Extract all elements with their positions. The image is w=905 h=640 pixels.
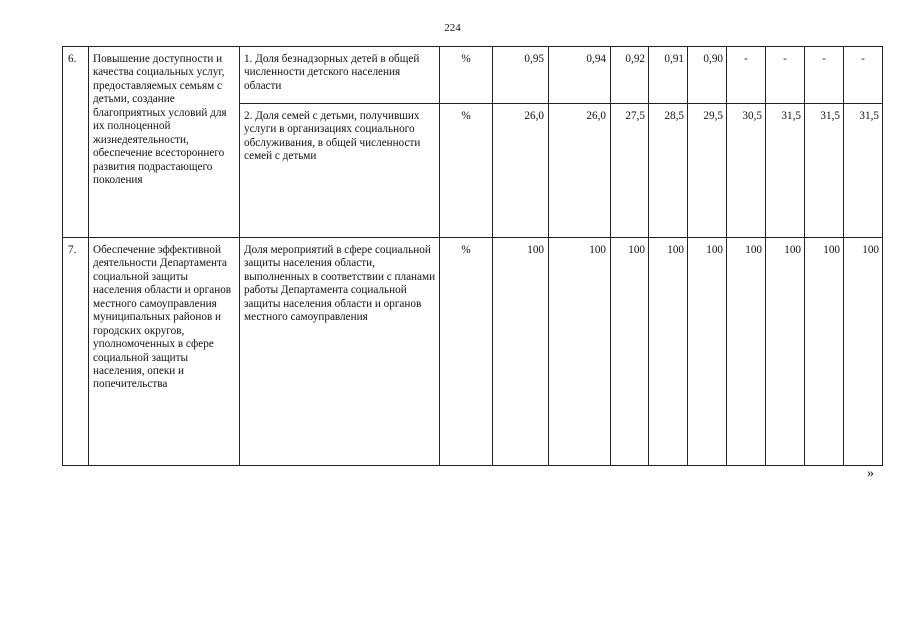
- unit-cell: %: [440, 238, 493, 466]
- value-cell: 100: [649, 238, 688, 466]
- value-cell: 31,5: [805, 104, 844, 238]
- value-cell: 31,5: [844, 104, 883, 238]
- value-cell: 26,0: [549, 104, 611, 238]
- value-cell: 0,94: [549, 47, 611, 104]
- unit-cell: %: [440, 47, 493, 104]
- indicator-cell: Доля мероприятий в сфере социальной защиты населения области, выполненных в соответствии с планами работы Департамента социальной защиты населения области и органов местного самоуправления: [240, 238, 440, 466]
- table-row: [63, 238, 883, 466]
- value-cell: 100: [493, 238, 549, 466]
- continuation-mark: »: [867, 466, 874, 481]
- indicators-table: [62, 46, 883, 466]
- unit-cell: %: [440, 104, 493, 238]
- value-cell: 29,5: [688, 104, 727, 238]
- value-cell: 100: [688, 238, 727, 466]
- row-number: 7.: [63, 238, 89, 466]
- value-cell: 28,5: [649, 104, 688, 238]
- indicator-cell: 1. Доля безнадзорных детей в общей численности детского населения области: [240, 47, 440, 104]
- goal-cell: Обеспечение эффективной деятельности Департамента социальной защиты населения области и органов местного самоуправления муниципальных районов и городских округов, уполномоченных в сфере социальной защиты населения, опеки и попечительства: [89, 238, 240, 466]
- indicator-cell: 2. Доля семей с детьми, получивших услуги в организациях социального обслуживания, в общей численности семей с детьми: [240, 104, 440, 238]
- value-cell: -: [727, 47, 766, 104]
- value-cell: 100: [844, 238, 883, 466]
- value-cell: 30,5: [727, 104, 766, 238]
- value-cell: 26,0: [493, 104, 549, 238]
- value-cell: 100: [727, 238, 766, 466]
- value-cell: 0,90: [688, 47, 727, 104]
- value-cell: 100: [549, 238, 611, 466]
- table-row: [63, 47, 883, 104]
- value-cell: 27,5: [611, 104, 649, 238]
- value-cell: 100: [805, 238, 844, 466]
- value-cell: 0,92: [611, 47, 649, 104]
- value-cell: 31,5: [766, 104, 805, 238]
- page-number: 224: [444, 22, 461, 34]
- value-cell: -: [805, 47, 844, 104]
- value-cell: -: [844, 47, 883, 104]
- value-cell: 0,91: [649, 47, 688, 104]
- row-number: 6.: [63, 47, 89, 238]
- value-cell: 0,95: [493, 47, 549, 104]
- value-cell: 100: [611, 238, 649, 466]
- value-cell: -: [766, 47, 805, 104]
- goal-cell: Повышение доступности и качества социальных услуг, предоставляемых семьям с детьми, создание благоприятных условий для их полноценной жизнедеятельности, обеспечение всестороннего развития подрастающего поколения: [89, 47, 240, 238]
- value-cell: 100: [766, 238, 805, 466]
